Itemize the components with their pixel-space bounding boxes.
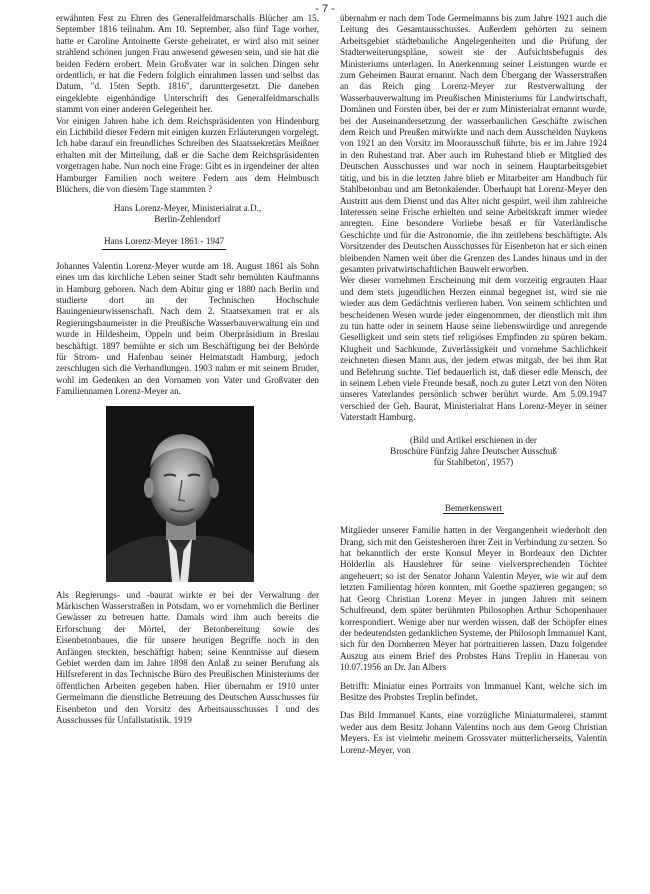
paragraph: Das Bild Immanuel Kants, eine vorzügliche Miniaturmalerei, stammt weder aus dem Besitz Johann Valentins noch aus dem Georg Christian Meyers. Es ist vielmehr meinem Grossvater mütterlicherseits, Valentin Lorenz-Meyer, von bbox=[340, 710, 607, 755]
section-heading: Hans Lorenz-Meyer 1861 - 1947 bbox=[102, 236, 226, 249]
paragraph: Wer dieser vornehmen Erscheinung mit dem vorzeitig ergrauten Haar und dem stets jugendlichen Herzen einmal begegnet ist, wird sie nie wieder aus dem Gedächtnis verlieren haben. Von seinem schlichten und bescheidenen Wesen wurde jeder eingenommen, der dienstlich mit ihm zu tun hatte oder in seinem Hause seine liebenswürdige und anregende Geselligkeit und sein stets tief religiöses Empfinden zu spüren bekam. Klugheit und Sachkunde, Zuverlässigkeit und vornehme Sachlichkeit zeichneten diesen Mann aus, der jedem etwas mitgab, der bei ihm Rat und Belehrung suchte. Tief bedauerlich ist, daß dieser edle Mensch, der in seinem Leben viele Freunde besaß, noch zu guter Letzt von den Nöten unseres Vaterlandes persönlich schwer berührt wurde. Am 5.09.1947 verschied der Geh. Baurat, Ministerialrat Hans Lorenz-Meyer in seiner Vaterstadt Hamburg. bbox=[340, 275, 607, 423]
right-column bbox=[340, 13, 607, 756]
page-number: - 7 - bbox=[315, 3, 335, 15]
source-note: Broschüre Fünfzig Jahre Deutscher Ausschuß bbox=[390, 446, 557, 457]
paragraph: erwähnten Fest zu Ehren des Generalfeldmarschalls Blücher am 15. September 1816 teilnahm. Am 10. September, also fünf Tage vorher, hatte er Caroline Antoinette Gerste geheiratet, er wird also mit seiner strahlend schönen jungen Frau anwesend gewesen sein, und sie hat die beiden Federn erobert. Mein Großvater war in solchen Dingen sehr ordentlich, er hat die Federn folglich einrahmen lassen und selbst das Datum, "d. 15ten Septb. 1816", darunttergesetzt. Die daneben eingeklebte eigenhändige Unterschrift des Generalfeldmarschalls stammt von einer anderen Gelegenheit her. bbox=[56, 13, 319, 115]
paragraph: übernahm er nach dem Tode Germelmanns bis zum Jahre 1921 auch die Leitung des Gesamtausschusses. Außerdem gehörten zu seinem Arbeitsgebiet städtebauliche Angelegenheiten und die Prüfung der Stadterweiterungspläne, soweit sie der Aufsichtsbefugnis des Ministeriums unterlagen. In Anerkennung seiner Leistungen wurde er zum Geheimen Baurat ernannt. Nach dem Übergang der Wasserstraßen an das Reich ging Lorenz-Meyer zur Restverwaltung der Wasserbauverwaltung im Preußischen Ministeriums für Landwirtschaft, Domänen und Forsten über, bei der er zum Ministerialrat ernannt wurde, bei der Auseinandersetzung der wasserbaulichen Geschäfte zwischen dem Reich und Preußen mitwirkte und nach dem Ausscheiden Nuykens von 1921 an den Vorsitz im Moorausschuß führte, bis er im Jahre 1924 in den Ruhestand trat. Aber auch im Ruhestand blieb er Mitglied des Deutschen Ausschusses und war noch in seinem Hauptarbeitsgebiet tätig, und bis in die letzten Jahre blieb er Mitarbeiter am Handbuch für Stahlbetonbau und am Betonkalender. Überhaupt hat Lorenz-Meyer den Austritt aus dem Dienst und das Alter nicht gespürt, weil ihm zahlreiche Interessen seine Frische erhielten und seine Arbeitskraft immer wieder anregten. Eine besondere Vorliebe besaß er für Vaterländische Geschichte und für die Astronomie, die ihn zeitlebens beschäftigte. Als Vorsitzender des Deutschen Ausschusses für Eisenbeton hat er sich einen bleibenden Namen weit über die Grenzen des Landes hinaus und in der gesamten privatwirtschaftlichen Bauwelt erworben. bbox=[340, 13, 607, 274]
signature-name: Hans Lorenz-Meyer, Ministerialrat a.D., bbox=[113, 202, 262, 213]
portrait-photo bbox=[106, 406, 254, 582]
paragraph: Betrifft: Miniatur eines Portraits von Immanuel Kant, welche sich im Besitze des Probstes Treplin befindet. bbox=[340, 680, 607, 702]
source-note: (Bild und Artikel erschienen in der bbox=[410, 434, 537, 445]
portrait-image bbox=[106, 406, 254, 582]
paragraph: Vor einigen Jahren habe ich dem Reichspräsidenten von Hindenburg ein Lichtbild dieser Federn mit einigen kurzen Erläuterungen vorgelegt. Ich habe darauf ein freundliches Schreiben des Staatssekretärs Meißner erhalten mit der Mitteilung, daß er die Sache dem Reichspräsidenten vorgetragen habe. Nun noch eine Frage: Gibt es in irgendeiner der alten Hamburger Familien noch weitere Federn aus dem Helmbusch Blüchers, die von diesem Tage stammten ? bbox=[56, 115, 319, 195]
section-heading: Bemerkenswert bbox=[444, 502, 503, 513]
left-column bbox=[56, 13, 319, 726]
signature-place: Berlin-Zehlendorf bbox=[154, 213, 221, 224]
paragraph: Als Regierungs- und -baurat wirkte er bei der Verwaltung der Märkischen Wasserstraßen in Potsdam, wo er vornehmlich die Berliner Gewässer zu betreuen hatte. Damals wird ihm auch bereits die Erforschung der Mörtel, der Betonbereitung sowie des Eisenbetonbaues, die für unsere heutigen Begriffe noch in den Anfängen steckten, beschäftigt haben; seine Kenntnisse auf diesem Gebiet werden dam im Jahre 1898 den Anlaß zu seiner Berufung als Hilfsreferent in das Technische Büro des Preußischen Ministeriums der öffentlichen Arbeiten gegeben haben. Hier übernahm er 1910 unter Germelmann die dienstliche Betreuung des Deutschen Ausschusses für Eisenbeton und den Vorsitz des Arbeitsausschusses I und des Ausschusses für Unfallstatistik. 1919 bbox=[56, 589, 319, 726]
paragraph: Mitglieder unserer Familie hatten in der Vergangenheit wiederholt den Drang, sich mit den Geistesheroen ihrer Zeit in Verbindung zu setzen. So hat bekanntlich der erste Konsul Meyer in Bordeaux den Dichter Hölderlin als Hauslehrer für seine vielversprechenden Töchter angeheuert; so ist der Senator Johann Valentin Meyer, wie wir auf dem letzten Familientag hören konnten, mit Goethe spazieren gegangen; so hat Georg Christian Lorenz Meyer in jungen Jahren mit seinem Schulfreund, dem später berühmten Philosophen Arthur Schopenhauer korrespondiert. Wenige aber nur werden wissen, daß der Schöpfer eines der bedeutendsten gedanklichen Systeme, der Philosoph Immanuel Kant, sich für den Dornherren Meyer hat portraitieren lassen. Dazu folgender Auszug aus einem Brief des Probstes Hans Treplin in Hanerau von 10.07.1956 an Dr. Jan Albers bbox=[340, 525, 607, 673]
paragraph: Johannes Valentin Lorenz-Meyer wurde am 18. August 1861 als Sohn eines um das kirchliche Leben seiner Stadt sehr bemühten Kaufmanns in Hamburg geboren. Nach dem Abitur ging er 1880 nach Berlin und studierte dort an der Technischen Hochschule Bauingenieurwissenschaft. Nach dem 2. Staatsexamen trat er als Regierungsbaumeister in die Preußische Wasserbauverwaltung ein und wurde in Hildesheim, Oppeln und beim Oberpräsidium in Breslau beschäftigt. 1897 bemühte er sich um Beschäftigung bei der Behörde für Strom- und Hafenbau seiner Heimatstadt Hamburg, jedoch zerschlugen sich die Verhandlungen. 1903 nahm er mit seinem Bruder, wohl im Gedenken an den Vornamen von Vater und Großvater den Familiennamen Lorenz-Meyer an. bbox=[56, 260, 319, 397]
source-note: für Stahlbeton', 1957) bbox=[433, 457, 514, 468]
